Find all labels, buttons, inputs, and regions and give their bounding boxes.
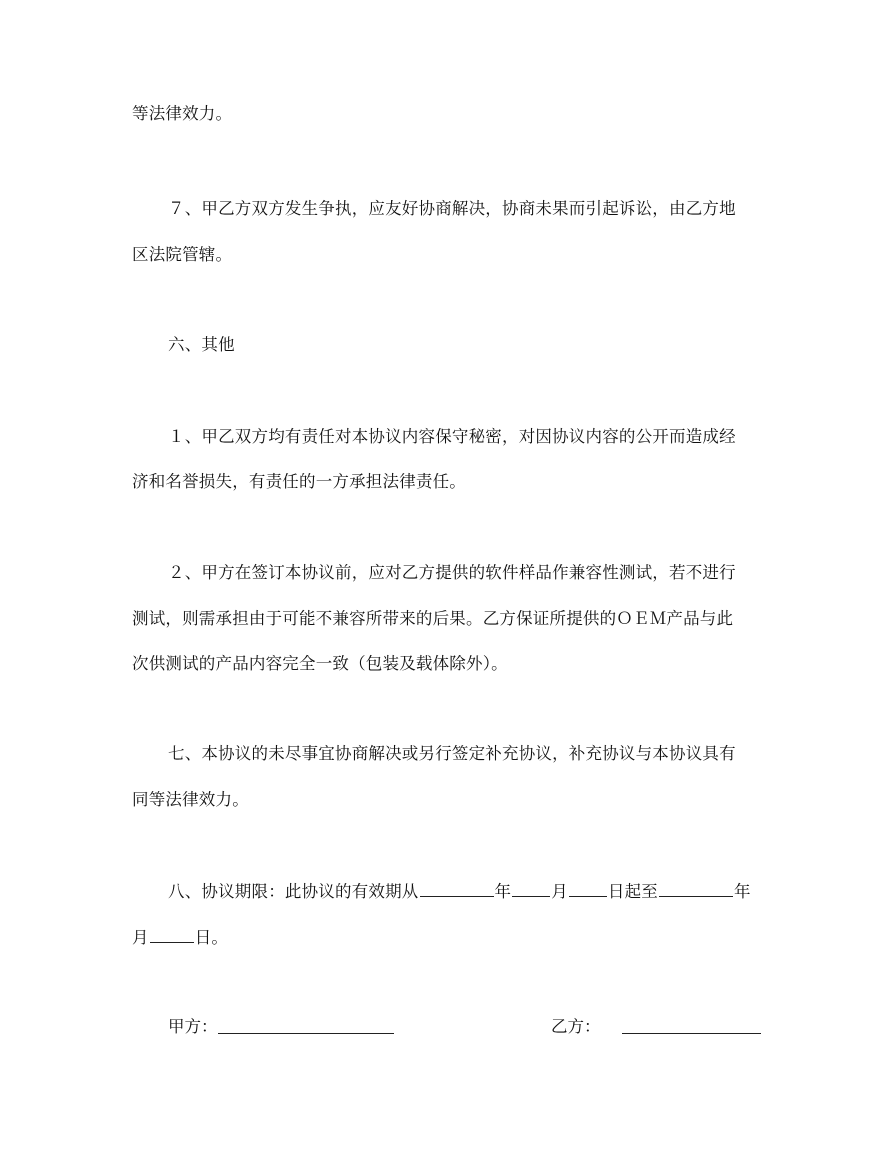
s6-item1-line2: 济和名誉损失，有责任的一方承担法律责任。 — [132, 472, 466, 491]
section8-year2: 年 — [734, 882, 751, 901]
party-b-label: 乙方： — [551, 1017, 601, 1036]
s6-item2-line1: ２、甲方在签订本协议前，应对乙方提供的软件样品作兼容性测试，若不进行 — [168, 563, 736, 582]
month-start-blank[interactable] — [512, 880, 550, 897]
section8-prefix: 八、协议期限：此协议的有效期从 — [168, 882, 419, 901]
section7-line1: 七、本协议的未尽事宜协商解决或另行签定补充协议，补充协议与本协议具有 — [168, 744, 736, 763]
s6-item2-line2: 测试，则需承担由于可能不兼容所带来的后果。乙方保证所提供的ＯＥＭ产品与此 — [132, 609, 734, 628]
section8-month2: 月 — [132, 928, 149, 947]
s6-item1-line1: １、甲乙双方均有责任对本协议内容保守秘密，对因协议内容的公开而造成经 — [168, 427, 736, 446]
s6-item2-line3: 次供测试的产品内容完全一致（包装及载体除外）。 — [132, 654, 508, 673]
party-b-signature-line[interactable] — [622, 1033, 761, 1034]
day-start-blank[interactable] — [569, 880, 607, 897]
paragraph-continued: 等法律效力。 — [132, 104, 233, 123]
section8-month1: 月 — [551, 882, 568, 901]
section8-line2 — [132, 926, 228, 948]
year-end-blank[interactable] — [659, 880, 733, 897]
section7-line2: 同等法律效力。 — [132, 790, 249, 809]
party-a-signature-line[interactable] — [218, 1033, 394, 1034]
party-a-label: 甲方： — [168, 1017, 218, 1036]
section8-year1: 年 — [494, 882, 512, 901]
section8-day1: 日起至 — [607, 882, 659, 901]
section8-day2: 日。 — [194, 928, 229, 947]
item7-line1: ７、甲乙方双方发生争执，应友好协商解决，协商未果而引起诉讼，由乙方地 — [168, 199, 736, 218]
day-end-blank[interactable] — [150, 926, 194, 943]
section6-heading: 六、其他 — [168, 335, 235, 354]
item7-line2: 区法院管辖。 — [132, 245, 233, 264]
section8-line1 — [168, 880, 751, 902]
year-start-blank[interactable] — [420, 880, 494, 897]
